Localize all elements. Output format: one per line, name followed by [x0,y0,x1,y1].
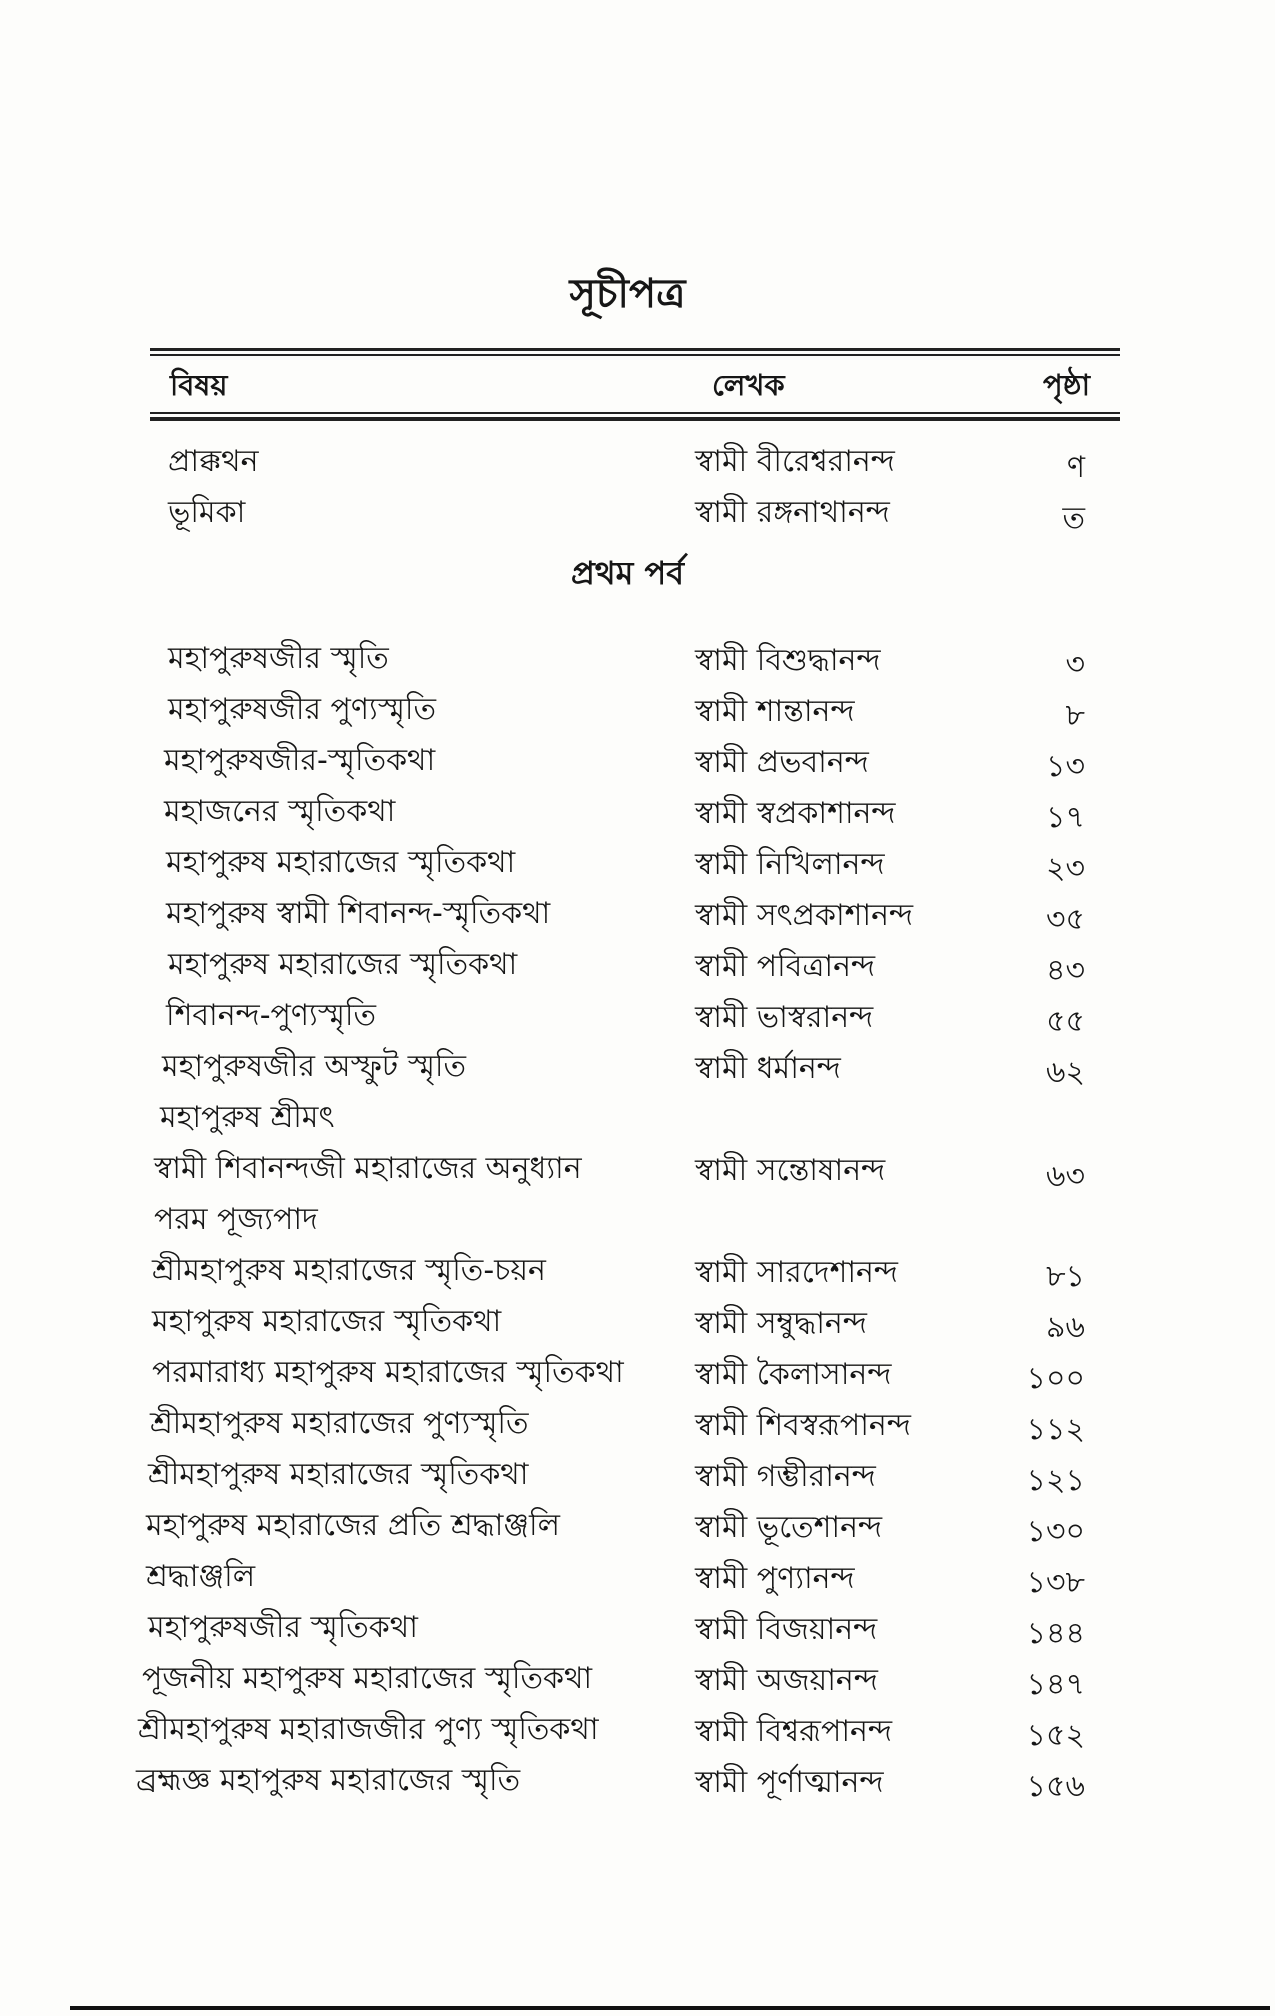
entry-subject: শ্রীমহাপুরুষ মহারাজের স্মৃতি-চয়ন [152,1253,546,1288]
entry-author: স্বামী নিখিলানন্দ [695,847,885,882]
entry-author: স্বামী ভূতেশানন্দ [695,1510,883,1545]
page-bottom-edge [70,2006,1270,2010]
entry-subject-line: স্বামী শিবানন্দজী মহারাজের অনুধ্যান [154,1151,582,1186]
entry-subject: মহাজনের স্মৃতিকথা [164,794,396,829]
entry-page: ১০০ [1026,1361,1085,1396]
entry-page: ৩ [1065,647,1085,682]
header-author: লেখক [712,368,785,402]
entry-author: স্বামী সম্বুদ্ধানন্দ [695,1306,867,1341]
entry-author: স্বামী কৈলাসানন্দ [695,1357,892,1392]
entry-subject: মহাপুরুষ মহারাজের স্মৃতিকথা [166,845,516,880]
entry-page: ১৩৮ [1026,1565,1085,1600]
entry-author: স্বামী বিশুদ্ধানন্দ [695,643,881,678]
entry-page: ১৪৭ [1026,1667,1085,1702]
entry-author: স্বামী স্বপ্রকাশানন্দ [695,796,896,831]
entry-subject: মহাপুরুষ মহারাজের স্মৃতিকথা [152,1304,502,1339]
header-bottom-rule [150,417,1120,421]
entry-subject: মহাপুরুষজীর অস্ফুট স্মৃতি [162,1049,466,1084]
entry-subject: মহাপুরুষজীর-স্মৃতিকথা [164,743,436,778]
entry-subject: মহাপুরুষ স্বামী শিবানন্দ-স্মৃতিকথা [166,896,551,931]
entry-page: ২৩ [1045,851,1085,886]
section-title: প্রথম পর্ব [570,554,685,592]
header-subject: বিষয় [170,368,228,402]
entry-subject: মহাপুরুষ মহারাজের প্রতি শ্রদ্ধাঞ্জলি [146,1508,560,1543]
entry-subject: শ্রীমহাপুরুষ মহারাজের স্মৃতিকথা [148,1457,529,1492]
entry-page: ৯৬ [1046,1310,1085,1345]
page-title: সূচীপত্র [569,271,686,317]
entry-page: ৬৩ [1045,1159,1085,1194]
entry-subject: শিবানন্দ-পুণ্যস্মৃতি [166,998,377,1033]
entry-author: স্বামী অজয়ানন্দ [695,1663,878,1698]
entry-author: স্বামী সৎপ্রকাশানন্দ [695,898,914,933]
entry-subject: শ্রদ্ধাঞ্জলি [146,1559,256,1594]
entry-page: ১৭ [1046,800,1085,835]
entry-author: স্বামী পূর্ণাত্মানন্দ [695,1765,884,1800]
entry-author: স্বামী গম্ভীরানন্দ [695,1459,876,1494]
entry-subject-line: মহাপুরুষ শ্রীমৎ [160,1100,335,1135]
entry-author: স্বামী বিজয়ানন্দ [695,1612,878,1647]
entry-page: ১৪৪ [1026,1616,1085,1651]
entry-page: ১৩ [1046,749,1085,784]
entry-page: ৮ [1065,698,1085,733]
entry-subject: পরমারাধ্য মহাপুরুষ মহারাজের স্মৃতিকথা [152,1355,624,1390]
entry-page: ১৫২ [1026,1718,1085,1753]
entry-page: ৫৫ [1046,1004,1085,1039]
entry-subject: ব্রহ্মজ্ঞ মহাপুরুষ মহারাজের স্মৃতি [136,1763,521,1798]
entry-page: ১৩০ [1026,1514,1085,1549]
entry-author: স্বামী বিশ্বরূপানন্দ [695,1714,893,1749]
entry-author: স্বামী প্রভবানন্দ [695,745,869,780]
front-author: স্বামী বীরেশ্বরানন্দ [695,444,895,479]
entry-author: স্বামী পবিত্রানন্দ [695,949,876,984]
entry-page: ৩৫ [1046,902,1085,937]
entry-page: ১১২ [1026,1412,1085,1447]
entry-author: স্বামী সন্তোষানন্দ [695,1153,886,1188]
entry-page: ৮১ [1046,1259,1085,1294]
entry-subject: মহাপুরুষজীর স্মৃতিকথা [148,1610,418,1645]
entry-page: ১২১ [1026,1463,1085,1498]
entry-author: স্বামী সারদেশানন্দ [695,1255,898,1290]
entry-subject: মহাপুরুষ মহারাজের স্মৃতিকথা [168,947,518,982]
entry-author: স্বামী ধর্মানন্দ [695,1051,841,1086]
entry-subject: পূজনীয় মহাপুরুষ মহারাজের স্মৃতিকথা [142,1661,593,1696]
header-bottom-rule-thin [150,412,1120,414]
front-subject: প্রাক্কথন [168,444,259,479]
entry-author: স্বামী শান্তানন্দ [695,694,855,729]
entry-subject: শ্রীমহাপুরুষ মহারাজজীর পুণ্য স্মৃতিকথা [138,1712,599,1747]
entry-subject: মহাপুরুষজীর স্মৃতি [168,641,389,676]
entry-page: ৪৩ [1046,953,1085,988]
front-page: ণ [1066,450,1085,485]
header-page: পৃষ্ঠা [1043,368,1090,402]
entry-author: স্বামী ভাস্বরানন্দ [695,1000,874,1035]
entry-subject-line: পরম পূজ্যপাদ [154,1202,318,1237]
front-subject: ভূমিকা [168,495,246,530]
entry-page: ৬২ [1045,1055,1085,1090]
front-page: ত [1062,501,1085,536]
entry-author: স্বামী শিবস্বরূপানন্দ [695,1408,911,1443]
header-top-rule-thin [150,354,1120,356]
entry-author: স্বামী পুণ্যানন্দ [695,1561,855,1596]
header-top-rule [150,348,1120,351]
entry-page: ১৫৬ [1026,1769,1085,1804]
entry-subject: মহাপুরুষজীর পুণ্যস্মৃতি [168,692,436,727]
entry-subject: শ্রীমহাপুরুষ মহারাজের পুণ্যস্মৃতি [150,1406,529,1441]
front-author: স্বামী রঙ্গনাথানন্দ [695,495,890,530]
